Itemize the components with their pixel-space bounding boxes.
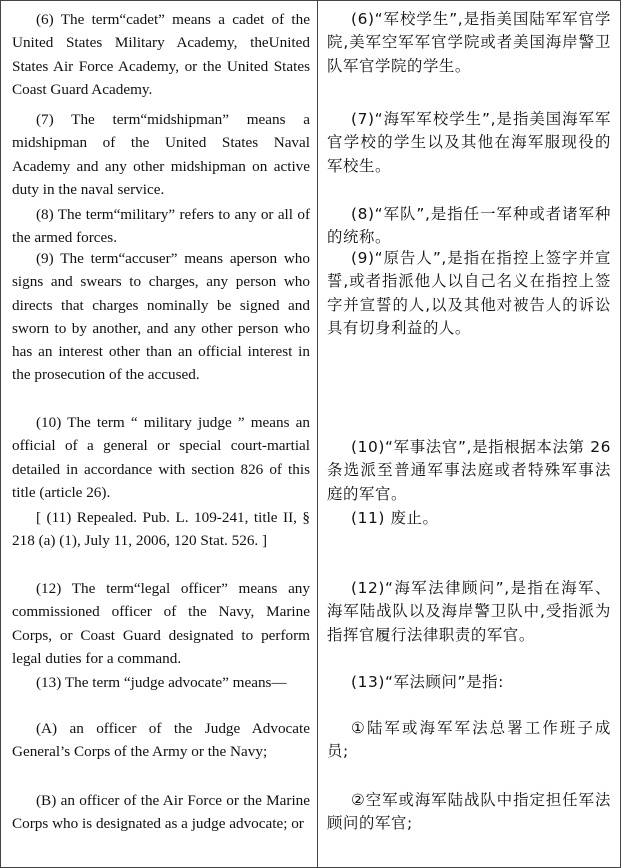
zh-para-9: (9)“原告人”,是指在指控上签字并宣誓,或者指派他人以自己名义在指控上签字并宣誓的人,以及其他对被告人的诉讼具有切身利益的人。 [327, 249, 611, 337]
en-para-13a: (A) an officer of the Judge Advocate General’s Corps of the Army or the Navy; [12, 720, 310, 761]
zh-para-13b: ②空军或海军陆战队中指定担任军法顾问的军官; [327, 791, 611, 833]
en-para-9: (9) The term“accuser” means aperson who signs and swears to charges, any person who directs that charges nominally be signed and sworn to by another, and any other person who has an interest other than an official interest in the prosecution of the accused. [12, 250, 310, 384]
zh-para-10: (10)“军事法官”,是指根据本法第 26 条选派至普通军事法庭或者特殊军事法庭的军官。 [327, 438, 611, 503]
en-para-12: (12) The term“legal officer” means any commissioned officer of the Navy, Marine Corps, or Coast Guard designated to perform legal duties for a command. [12, 580, 310, 667]
zh-para-8: (8)“军队”,是指任一军种或者诸军种的统称。 [327, 205, 611, 247]
en-para-13: (13) The term “judge advocate” means— [36, 674, 287, 691]
zh-para-13a: ①陆军或海军军法总署工作班子成员; [327, 719, 611, 761]
zh-para-11: (11) 废止。 [351, 509, 439, 527]
en-para-11: [ (11) Repealed. Pub. L. 109-241, title II, § 218 (a) (1), July 11, 2006, 120 Stat. 526. ] [12, 509, 310, 550]
column-divider [317, 1, 318, 867]
zh-para-13: (13)“军法顾问”是指: [351, 673, 504, 691]
zh-para-6: (6)“军校学生”,是指美国陆军军官学院,美军空军军官学院或者美国海岸警卫队军官学院的学生。 [327, 10, 611, 75]
zh-para-7: (7)“海军军校学生”,是指美国海军军官学校的学生以及其他在海军服现役的军校生。 [327, 110, 611, 175]
zh-para-12: (12)“海军法律顾问”,是指在海军、海军陆战队以及海岸警卫队中,受指派为指挥官履行法律职责的军官。 [327, 579, 611, 644]
en-para-13b: (B) an officer of the Air Force or the Marine Corps who is designated as a judge advocate; or [12, 792, 310, 833]
en-para-10: (10) The term “ military judge ” means an official of a general or special court-martial detailed in accordance with section 826 of this title (article 26). [12, 414, 310, 501]
en-para-6: (6) The term“cadet” means a cadet of the United States Military Academy, theUnited States Air Force Academy, or the United States Coast Guard Academy. [12, 11, 310, 98]
en-para-8: (8) The term“military” refers to any or all of the armed forces. [12, 206, 310, 247]
en-para-7: (7) The term“midshipman” means a midshipman of the United States Naval Academy and any other midshipman on active duty in the naval service. [12, 111, 310, 198]
